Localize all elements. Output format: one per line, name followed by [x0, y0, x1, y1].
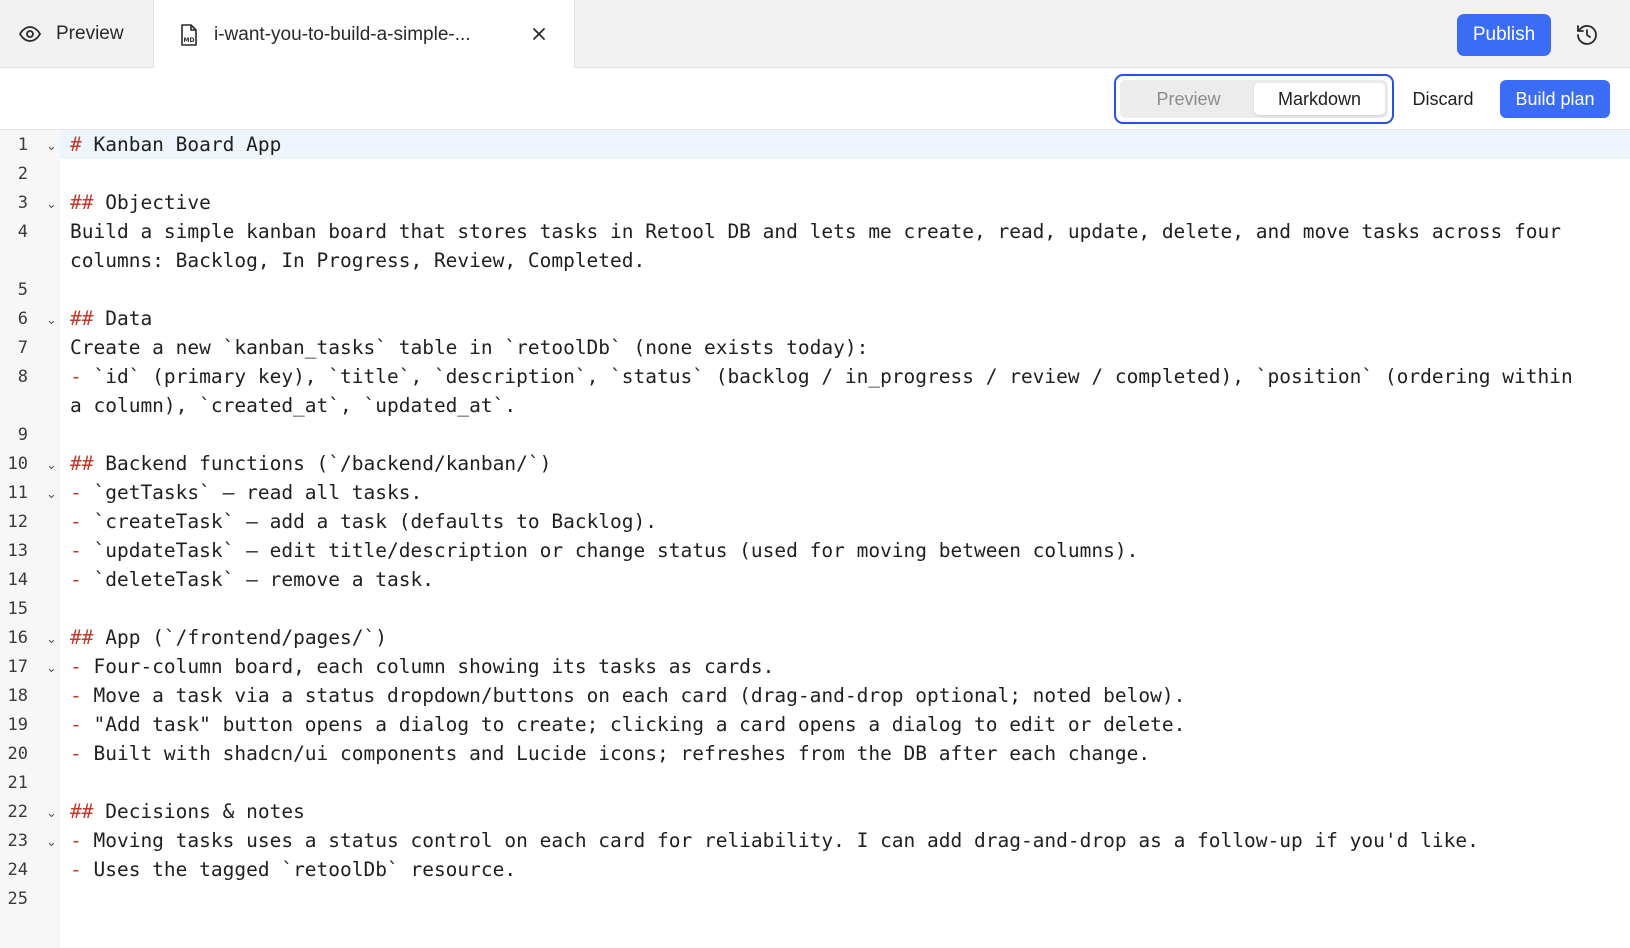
editor-line[interactable] [0, 130, 1630, 159]
line-text: `updateTask` — edit title/description or change status (used for moving between columns). [93, 539, 1139, 562]
editor-line[interactable] [0, 449, 1630, 478]
line-text: App (`/frontend/pages/`) [105, 626, 387, 649]
markdown-marker: ## [70, 626, 106, 649]
tab-preview[interactable] [0, 0, 153, 68]
markdown-marker: - [70, 539, 94, 562]
markdown-marker: - [70, 365, 94, 388]
svg-text:MD: MD [183, 36, 195, 44]
line-content [60, 130, 1630, 159]
line-text: Move a task via a status dropdown/buttons on each card (drag-and-drop optional; noted below). [93, 684, 1186, 707]
line-number: 23 [7, 831, 28, 851]
editor-line[interactable] [0, 855, 1630, 884]
markdown-marker: - [70, 684, 94, 707]
line-number: 22 [7, 802, 28, 822]
markdown-marker: - [70, 713, 94, 736]
line-number: 6 [17, 309, 28, 329]
editor-line[interactable] [0, 768, 1630, 797]
line-number: 4 [17, 222, 28, 242]
markdown-marker: ## [70, 800, 106, 823]
line-number: 10 [7, 454, 28, 474]
line-content [60, 304, 1630, 333]
line-content [60, 507, 1630, 536]
line-text: `getTasks` — read all tasks. [93, 481, 423, 504]
line-text: Built with shadcn/ui components and Lucide icons; refreshes from the DB after each change. [93, 742, 1151, 765]
editor-toolbar [0, 68, 1630, 130]
editor-line[interactable] [0, 188, 1630, 217]
line-text: Objective [105, 191, 211, 214]
line-number: 15 [7, 599, 28, 619]
view-markdown-button[interactable]: Markdown [1254, 83, 1385, 115]
editor-line[interactable] [0, 507, 1630, 536]
view-preview-button[interactable]: Preview [1156, 88, 1221, 109]
line-number: 5 [17, 280, 28, 300]
line-number: 14 [7, 570, 28, 590]
markdown-marker: ## [70, 452, 106, 475]
chevron-down-icon[interactable]: ⌄ [46, 458, 57, 473]
line-number: 1 [17, 135, 28, 155]
discard-button[interactable]: Discard [1398, 80, 1488, 118]
line-content [60, 478, 1630, 507]
editor-line[interactable] [0, 565, 1630, 594]
publish-button[interactable]: Publish [1457, 14, 1551, 56]
eye-icon [18, 22, 42, 46]
editor-line[interactable] [0, 217, 1630, 275]
markdown-marker: # [70, 133, 94, 156]
markdown-editor[interactable] [0, 130, 1630, 948]
line-content [60, 188, 1630, 217]
line-number: 7 [17, 338, 28, 358]
build-plan-button[interactable]: Build plan [1500, 80, 1610, 118]
line-content [60, 536, 1630, 565]
line-text: `deleteTask` — remove a task. [93, 568, 434, 591]
line-content [60, 362, 1630, 420]
editor-line[interactable] [0, 304, 1630, 333]
markdown-marker: - [70, 742, 94, 765]
editor-line[interactable] [0, 710, 1630, 739]
line-content [60, 159, 1630, 188]
line-content [60, 652, 1630, 681]
line-content [60, 217, 1630, 275]
line-content [60, 449, 1630, 478]
markdown-marker: - [70, 829, 94, 852]
chevron-down-icon[interactable]: ⌄ [46, 835, 57, 850]
line-content [60, 884, 1630, 913]
editor-line[interactable] [0, 478, 1630, 507]
line-content [60, 681, 1630, 710]
line-content [60, 710, 1630, 739]
line-text: `id` (primary key), `title`, `description`, `status` (backlog / in_progress / review / completed), `position` (ordering within a column), `created_at`, `updated_at`. [70, 365, 1573, 417]
line-number: 16 [7, 628, 28, 648]
markdown-marker: - [70, 481, 94, 504]
markdown-marker: ## [70, 307, 106, 330]
chevron-down-icon[interactable]: ⌄ [46, 313, 57, 328]
line-number: 3 [17, 193, 28, 213]
history-icon[interactable] [1574, 22, 1600, 48]
line-content [60, 768, 1630, 797]
line-number: 12 [7, 512, 28, 532]
line-text: Four-column board, each column showing its tasks as cards. [93, 655, 775, 678]
editor-line[interactable] [0, 333, 1630, 362]
chevron-down-icon[interactable]: ⌄ [46, 661, 57, 676]
line-content [60, 797, 1630, 826]
line-content [60, 623, 1630, 652]
line-text: Uses the tagged `retoolDb` resource. [93, 858, 517, 881]
chevron-down-icon[interactable]: ⌄ [46, 632, 57, 647]
markdown-marker: - [70, 655, 94, 678]
line-text: Decisions & notes [105, 800, 305, 823]
chevron-down-icon[interactable]: ⌄ [46, 197, 57, 212]
line-content [60, 333, 1630, 362]
line-number: 20 [7, 744, 28, 764]
line-number: 24 [7, 860, 28, 880]
line-number: 19 [7, 715, 28, 735]
editor-line[interactable] [0, 623, 1630, 652]
tab-file[interactable] [153, 0, 575, 69]
editor-line[interactable] [0, 884, 1630, 913]
line-content [60, 420, 1630, 449]
line-text: Build a simple kanban board that stores tasks in Retool DB and lets me create, read, update, delete, and move tasks across four columns: Backlog, In Progress, Review, Completed. [70, 220, 1561, 272]
line-content [60, 275, 1630, 304]
tab-file-label: i-want-you-to-build-a-simple-... [214, 23, 471, 45]
line-number: 17 [7, 657, 28, 677]
editor-line[interactable] [0, 594, 1630, 623]
line-text: Data [105, 307, 153, 330]
tab-bar [0, 0, 1630, 68]
line-content [60, 855, 1630, 884]
editor-line[interactable] [0, 362, 1630, 420]
chevron-down-icon[interactable]: ⌄ [46, 139, 57, 154]
line-text: Create a new `kanban_tasks` table in `retoolDb` (none exists today): [70, 336, 869, 359]
tab-preview-label: Preview [56, 23, 124, 44]
editor-line[interactable] [0, 797, 1630, 826]
close-icon[interactable] [528, 23, 550, 45]
chevron-down-icon[interactable]: ⌄ [46, 487, 57, 502]
line-text: Moving tasks uses a status control on each card for reliability. I can add drag-and-drop as a follow-up if you'd like. [93, 829, 1479, 852]
editor-line[interactable] [0, 159, 1630, 188]
line-text: Backend functions (`/backend/kanban/`) [105, 452, 552, 475]
line-content [60, 739, 1630, 768]
line-content [60, 565, 1630, 594]
chevron-down-icon[interactable]: ⌄ [46, 806, 57, 821]
line-text: `createTask` — add a task (defaults to Backlog). [93, 510, 658, 533]
markdown-marker: ## [70, 191, 106, 214]
line-number: 18 [7, 686, 28, 706]
view-toggle [1120, 80, 1388, 118]
line-number: 2 [17, 164, 28, 184]
line-number: 25 [7, 889, 28, 909]
line-number: 13 [7, 541, 28, 561]
editor-line[interactable] [0, 420, 1630, 449]
editor-line[interactable] [0, 739, 1630, 768]
line-number: 21 [7, 773, 28, 793]
editor-line[interactable] [0, 681, 1630, 710]
editor-line[interactable] [0, 826, 1630, 855]
line-text: "Add task" button opens a dialog to create; clicking a card opens a dialog to edit or delete. [93, 713, 1186, 736]
line-text: Kanban Board App [93, 133, 282, 156]
markdown-marker: - [70, 568, 94, 591]
line-number: 9 [17, 425, 28, 445]
editor-line[interactable] [0, 536, 1630, 565]
markdown-file-icon [178, 23, 200, 47]
markdown-marker: - [70, 858, 94, 881]
line-content [60, 826, 1630, 855]
editor-line[interactable] [0, 275, 1630, 304]
line-number: 11 [7, 483, 28, 503]
line-number: 8 [17, 367, 28, 387]
markdown-marker: - [70, 510, 94, 533]
line-content [60, 594, 1630, 623]
editor-line[interactable] [0, 652, 1630, 681]
